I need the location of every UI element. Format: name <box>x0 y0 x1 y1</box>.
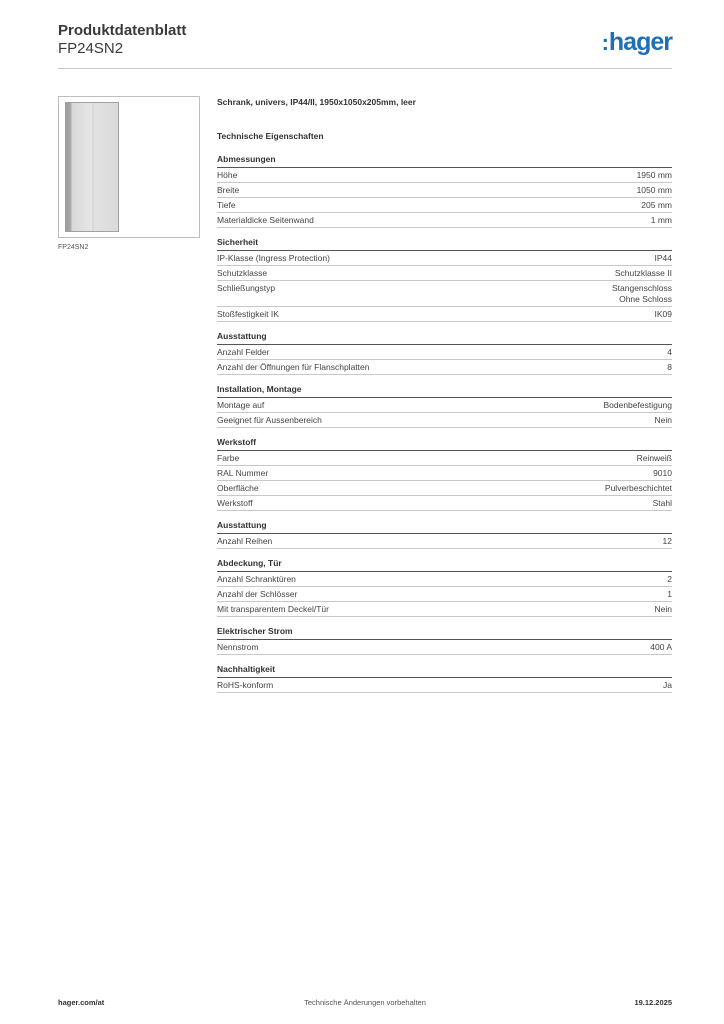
spec-label: Höhe <box>217 170 238 180</box>
product-description: Schrank, univers, IP44/II, 1950x1050x205mm, leer <box>217 97 416 107</box>
spec-group <box>217 558 672 617</box>
spec-label: IP-Klasse (Ingress Protection) <box>217 253 330 263</box>
spec-label: Farbe <box>217 453 240 463</box>
spec-row <box>217 345 672 360</box>
spec-row <box>217 266 672 281</box>
spec-label: Anzahl Reihen <box>217 536 273 546</box>
spec-label: Breite <box>217 185 240 195</box>
spec-value: Nein <box>654 415 672 425</box>
spec-row <box>217 198 672 213</box>
spec-row <box>217 183 672 198</box>
spec-row <box>217 451 672 466</box>
spec-label: Werkstoff <box>217 498 253 508</box>
spec-value: 1 <box>667 589 672 599</box>
group-title: Abmessungen <box>217 154 672 168</box>
spec-row <box>217 251 672 266</box>
footer-website[interactable]: hager.com/at <box>58 998 105 1007</box>
spec-group <box>217 154 672 228</box>
spec-row <box>217 496 672 511</box>
spec-label: Oberfläche <box>217 483 259 493</box>
group-title: Abdeckung, Tür <box>217 558 672 572</box>
group-title: Ausstattung <box>217 331 672 345</box>
spec-value: 1950 mm <box>636 170 672 180</box>
spec-value: Schutzklasse II <box>614 268 672 278</box>
spec-label: Schließungstyp <box>217 283 276 293</box>
spec-row <box>217 466 672 481</box>
spec-label: Schutzklasse <box>217 268 268 278</box>
header-divider <box>58 68 672 69</box>
spec-label: Tiefe <box>217 200 236 210</box>
spec-value: Nein <box>654 604 672 614</box>
spec-row <box>217 413 672 428</box>
spec-label: Anzahl Schranktüren <box>217 574 296 584</box>
spec-label: Anzahl Felder <box>217 347 270 357</box>
page-title: Produktdatenblatt <box>58 22 187 39</box>
footer-date: 19.12.2025 <box>634 998 672 1007</box>
spec-label: Anzahl der Schlösser <box>217 589 298 599</box>
group-title: Ausstattung <box>217 520 672 534</box>
spec-value: Bodenbefestigung <box>603 400 672 410</box>
spec-value: IK09 <box>654 309 672 319</box>
spec-label: Anzahl der Öffnungen für Flanschplatten <box>217 362 370 372</box>
spec-group <box>217 384 672 428</box>
spec-row <box>217 572 672 587</box>
spec-value: Stangenschloss Ohne Schloss <box>611 283 672 304</box>
image-caption: FP24SN2 <box>58 244 89 251</box>
spec-content <box>217 96 672 693</box>
spec-value: 12 <box>662 536 672 546</box>
section-title: Technische Eigenschaften <box>217 131 324 141</box>
spec-label: RAL Nummer <box>217 468 269 478</box>
spec-row <box>217 640 672 655</box>
spec-label: Nennstrom <box>217 642 259 652</box>
logo-colon-icon: : <box>601 30 608 55</box>
spec-label: Mit transparentem Deckel/Tür <box>217 604 329 614</box>
spec-value: Ja <box>663 680 672 690</box>
group-title: Elektrischer Strom <box>217 626 672 640</box>
spec-group <box>217 520 672 549</box>
group-title: Werkstoff <box>217 437 672 451</box>
hager-logo <box>602 28 672 57</box>
spec-group <box>217 664 672 693</box>
spec-value: IP44 <box>654 253 672 263</box>
spec-group <box>217 237 672 322</box>
spec-label: Stoßfestigkeit IK <box>217 309 279 319</box>
spec-row <box>217 602 672 617</box>
spec-value: Reinweiß <box>636 453 672 463</box>
spec-row <box>217 168 672 183</box>
spec-row <box>217 534 672 549</box>
spec-value: Stahl <box>652 498 672 508</box>
spec-label: Montage auf <box>217 400 265 410</box>
spec-row <box>217 281 672 307</box>
spec-row <box>217 360 672 375</box>
product-image-frame <box>58 96 200 238</box>
spec-row <box>217 307 672 322</box>
spec-value: Pulverbeschichtet <box>604 483 672 493</box>
spec-row <box>217 398 672 413</box>
group-title: Installation, Montage <box>217 384 672 398</box>
product-code: FP24SN2 <box>58 40 124 57</box>
spec-value: 1050 mm <box>636 185 672 195</box>
cabinet-image <box>65 102 119 232</box>
spec-value: 4 <box>667 347 672 357</box>
spec-value: 205 mm <box>641 200 672 210</box>
group-title: Nachhaltigkeit <box>217 664 672 678</box>
spec-value: 1 mm <box>650 215 672 225</box>
spec-label: RoHS-konform <box>217 680 274 690</box>
spec-row <box>217 481 672 496</box>
spec-groups <box>217 154 672 693</box>
spec-group <box>217 626 672 655</box>
page-header <box>58 22 672 68</box>
spec-group <box>217 437 672 511</box>
spec-value: 400 A <box>650 642 672 652</box>
footer-notice: Technische Änderungen vorbehalten <box>304 998 426 1007</box>
spec-value: 9010 <box>653 468 672 478</box>
logo-text: hager <box>608 28 672 56</box>
spec-group <box>217 331 672 375</box>
spec-label: Materialdicke Seitenwand <box>217 215 314 225</box>
spec-row <box>217 213 672 228</box>
spec-row <box>217 678 672 693</box>
group-title: Sicherheit <box>217 237 672 251</box>
spec-row <box>217 587 672 602</box>
spec-label: Geeignet für Aussenbereich <box>217 415 322 425</box>
spec-value: 2 <box>667 574 672 584</box>
spec-value: 8 <box>667 362 672 372</box>
